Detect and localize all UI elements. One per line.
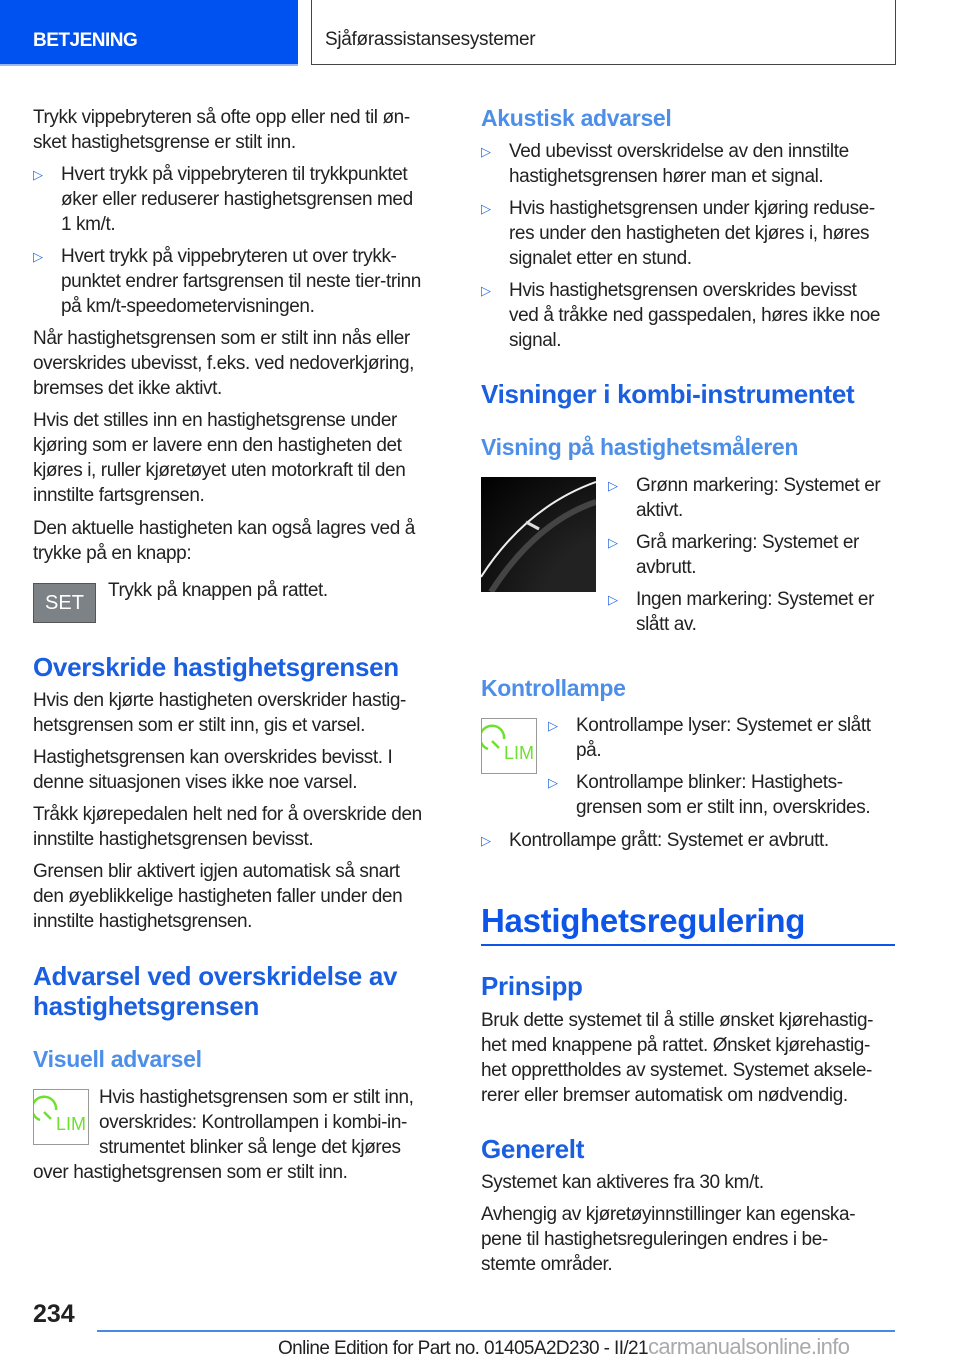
bullet-item: ▷ Kontrollampe grått: Systemet er avbrutt. bbox=[481, 828, 829, 853]
paragraph: Den aktuelle hastigheten kan også lagres ved å trykke på en knapp: bbox=[33, 518, 415, 564]
bullet-item: ▷ Hvert trykk på vippebryteren til trykkpunktet øker eller reduserer hastighetsgrensen med 1 km/t. bbox=[33, 162, 413, 237]
set-button-icon: SET bbox=[33, 583, 96, 623]
section-title: BETJENING bbox=[33, 30, 138, 51]
chapter-tab bbox=[311, 0, 896, 65]
lim-indicator-icon bbox=[33, 1089, 89, 1145]
bullet-item: ▷ Grønn markering: Systemet er aktivt. bbox=[608, 473, 880, 523]
heading-hastighetsregulering: Hastighetsregulering bbox=[481, 902, 895, 946]
paragraph: Trykk vippebryteren så ofte opp eller ned til øn- sket hastighetsgrense er stilt inn. bbox=[33, 107, 410, 153]
paragraph: Grensen blir aktivert igjen automatisk så snart den øyeblikkelige hastigheten faller under den innstilte hastighetsgrensen. bbox=[33, 861, 403, 932]
paragraph: Trykk på knappen på rattet. bbox=[108, 580, 328, 601]
heading-overskride: Overskride hastighetsgrensen bbox=[33, 652, 399, 682]
heading-generelt: Generelt bbox=[481, 1134, 585, 1164]
watermark: carmanualsonline.info bbox=[648, 1334, 850, 1359]
paragraph: Hvis det stilles inn en hastighetsgrense under kjøring som er lavere enn den hastigheten det kjøres i, ruller kjøretøyet uten motorkraft til den innstilte fartsgrensen. bbox=[33, 410, 406, 506]
bullet-item: ▷ Hvis hastighetsgrensen under kjøring reduse- res under den hastigheten det kjøres i, høres signalet etter en stund. bbox=[481, 196, 875, 271]
paragraph: Bruk dette systemet til å stille ønsket kjørehastig- het med knappene på rattet. Ønsket kjørehastig- het opprettholdes av systemet. Systemet aksele- rerer eller bremser automatisk om nødvendig. bbox=[481, 1010, 874, 1106]
heading-prinsipp: Prinsipp bbox=[481, 971, 583, 1001]
chapter-title: Sjåførassistansesystemer bbox=[325, 29, 536, 50]
bullet-item: ▷ Kontrollampe lyser: Systemet er slått på. bbox=[548, 713, 871, 763]
bullet-item: ▷ Grå markering: Systemet er avbrutt. bbox=[608, 530, 859, 580]
paragraph: Hastighetsgrensen kan overskrides bevisst. I denne situasjonen vises ikke noe varsel. bbox=[33, 747, 393, 793]
paragraph: Avhengig av kjøretøyinnstillinger kan egenska- pene til hastighetsreguleringen endres i be- stemte områder. bbox=[481, 1204, 856, 1275]
heading-speedometer: Visning på hastighetsmåleren bbox=[481, 434, 799, 460]
heading-advarsel: Advarsel ved overskridelse av hastighetsgrensen bbox=[33, 961, 398, 1021]
paragraph: over hastighetsgrensen som er stilt inn. bbox=[33, 1162, 348, 1183]
paragraph: Systemet kan aktiveres fra 30 km/t. bbox=[481, 1172, 764, 1193]
heading-kombi: Visninger i kombi-instrumentet bbox=[481, 379, 855, 409]
edition-text: Online Edition for Part no. 01405A2D230 - II/21 bbox=[278, 1338, 648, 1359]
heading-akustisk: Akustisk advarsel bbox=[481, 105, 672, 131]
bullet-item: ▷ Hvert trykk på vippebryteren ut over trykk- punktet endrer fartsgrensen til neste tier-trinn på km/t-speedometervisningen. bbox=[33, 244, 421, 319]
paragraph: Tråkk kjørepedalen helt ned for å overskride den innstilte hastighetsgrensen bevisst. bbox=[33, 804, 422, 850]
paragraph: Hvis den kjørte hastigheten overskrider hastig- hetsgrensen som er stilt inn, gis et varsel. bbox=[33, 690, 406, 736]
page-number: 234 bbox=[33, 1300, 75, 1328]
heading-visuell: Visuell advarsel bbox=[33, 1046, 202, 1072]
lim-label: LIM bbox=[504, 743, 535, 763]
heading-kontrollampe: Kontrollampe bbox=[481, 675, 626, 701]
paragraph: Hvis hastighetsgrensen som er stilt inn, overskrides: Kontrollampen i kombi-in- strumentet blinker så lenge det kjøres bbox=[99, 1087, 414, 1158]
bullet-item: ▷ Kontrollampe blinker: Hastighets- grensen som er stilt inn, overskrides. bbox=[548, 770, 870, 820]
section-tab bbox=[0, 0, 298, 66]
speedometer-image bbox=[481, 477, 596, 592]
bullet-item: ▷ Ingen markering: Systemet er slått av. bbox=[608, 587, 874, 637]
bullet-item: ▷ Ved ubevisst overskridelse av den innstilte hastighetsgrensen hører man et signal. bbox=[481, 139, 849, 189]
footer-text bbox=[278, 1334, 849, 1360]
footer-divider bbox=[97, 1330, 895, 1332]
lim-label: LIM bbox=[56, 1114, 87, 1134]
bullet-item: ▷ Hvis hastighetsgrensen overskrides bevisst ved å tråkke ned gasspedalen, høres ikke noe signal. bbox=[481, 278, 880, 353]
lim-indicator-icon bbox=[481, 718, 537, 774]
paragraph: Når hastighetsgrensen som er stilt inn nås eller overskrides ubevisst, f.eks. ved nedoverkjøring, bremses det ikke aktivt. bbox=[33, 328, 415, 399]
